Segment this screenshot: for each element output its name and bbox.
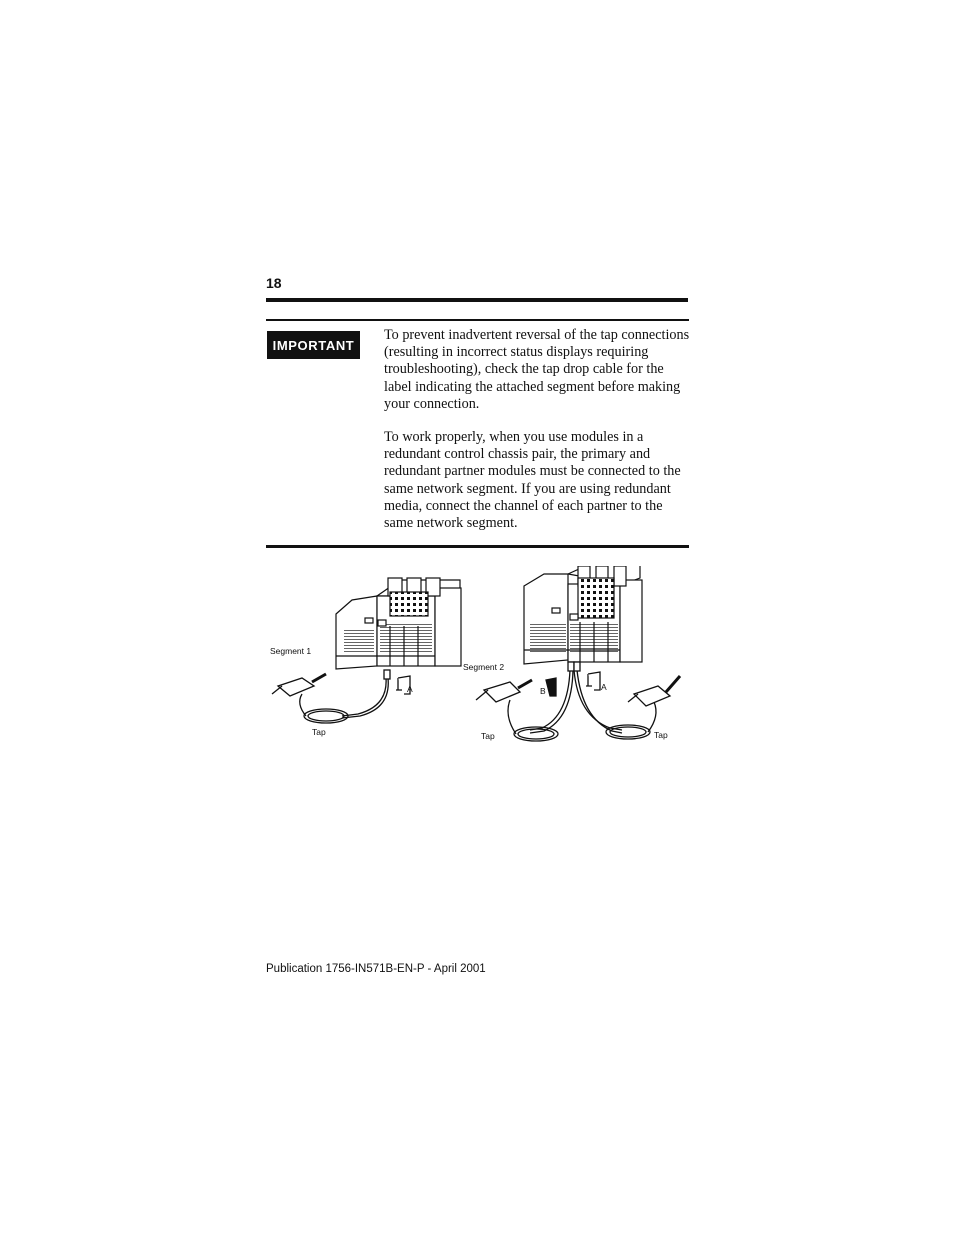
controllogix-chassis-left [336, 578, 461, 669]
note-paragraph-2: To work properly, when you use modules in a redundant control chassis pair, the primary and redundant partner modules must be connected to the same network segment. If you are using redundant media, connect the channel of each partner to the same network segment. [384, 429, 681, 532]
segment-1-label: Segment 1 [270, 646, 312, 656]
channel-b-label-right: B [540, 686, 546, 696]
important-note [384, 327, 692, 548]
controllogix-chassis-right [524, 566, 642, 664]
note-bottom-rule [266, 545, 689, 548]
channel-a-label-right: A [601, 682, 607, 692]
network-tap-diagram [262, 566, 682, 752]
important-badge: IMPORTANT [267, 331, 360, 359]
publication-footer: Publication 1756-IN571B-EN-P - April 2001 [266, 963, 486, 975]
tap-cables-right [476, 662, 680, 741]
tap-label-right-2: Tap [654, 730, 668, 740]
note-top-rule [266, 319, 689, 321]
tap-cable-left [272, 670, 410, 723]
page-number: 18 [266, 275, 282, 291]
note-paragraph-1: To prevent inadvertent reversal of the tap connections (resulting in incorrect status displays requiring troubleshooting), check the tap drop cable for the label indicating the attached segment before making your connection. [384, 327, 690, 412]
tap-label-right-1: Tap [481, 731, 495, 741]
channel-a-label-left: A [407, 684, 413, 694]
tap-label-left: Tap [312, 727, 326, 737]
segment-2-label: Segment 2 [463, 662, 505, 672]
header-rule [266, 298, 688, 302]
